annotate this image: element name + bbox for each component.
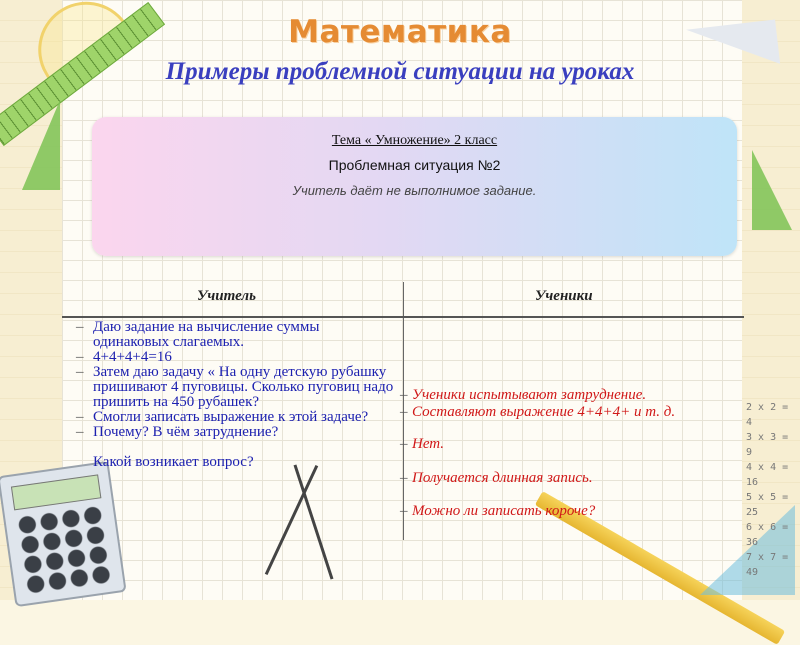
list-item bbox=[76, 365, 396, 410]
times-table-row: 3 x 3 = 9 bbox=[746, 432, 789, 458]
dash-bullet-icon: – bbox=[400, 404, 408, 420]
students-column-header: Ученики bbox=[535, 288, 593, 304]
teacher-column bbox=[76, 320, 396, 470]
dash-bullet-icon: – bbox=[76, 409, 84, 425]
dash-bullet-icon: – bbox=[76, 349, 84, 365]
teacher-item-text: Затем даю задачу « На одну детскую рубашку пришивают 4 пуговицы. Сколько пуговиц надо пришить на 450 рубашек? bbox=[93, 364, 394, 410]
times-table-row: 5 x 5 = 25 bbox=[746, 492, 789, 518]
dash-bullet-icon: – bbox=[400, 387, 408, 403]
times-table-row: 7 x 7 = 49 bbox=[746, 552, 789, 578]
list-item bbox=[76, 350, 396, 365]
triangle-icon bbox=[22, 100, 60, 190]
teacher-task: Учитель даёт не выполнимое задание. bbox=[292, 183, 537, 198]
times-table-row: 4 x 4 = 16 bbox=[746, 462, 789, 488]
teacher-item-text: Смогли записать выражение к этой задаче? bbox=[93, 409, 369, 425]
student-item-text: Можно ли записать короче? bbox=[412, 503, 596, 519]
situation-heading: Проблемная ситуация №2 bbox=[328, 157, 501, 173]
student-item-text: Ученики испытывают затруднение. bbox=[412, 387, 647, 403]
list-item bbox=[400, 436, 445, 452]
dash-bullet-icon: – bbox=[76, 424, 84, 440]
dash-bullet-icon: – bbox=[76, 319, 84, 335]
teacher-column-header: Учитель bbox=[197, 288, 256, 304]
page-title: Математика bbox=[288, 14, 512, 50]
list-item bbox=[400, 387, 647, 403]
list-item bbox=[76, 455, 396, 470]
calculator-keys bbox=[15, 504, 111, 595]
student-item-text: Составляют выражение 4+4+4+ и т. д. bbox=[412, 404, 676, 420]
student-item-text: Нет. bbox=[412, 436, 445, 452]
student-item-text: Получается длинная запись. bbox=[412, 470, 593, 486]
lesson-topic: Тема « Умножение» 2 класс bbox=[331, 133, 498, 148]
table-header bbox=[62, 282, 742, 316]
times-table-row: 6 x 6 = 36 bbox=[746, 522, 789, 548]
teacher-item-text: Какой возникает вопрос? bbox=[93, 454, 254, 470]
list-item bbox=[400, 503, 596, 519]
list-item bbox=[400, 404, 676, 420]
times-table-row: 2 x 2 = 4 bbox=[746, 402, 789, 428]
dash-bullet-icon: – bbox=[76, 364, 84, 380]
dash-bullet-icon: – bbox=[400, 470, 408, 486]
teacher-item-text: Даю задание на вычисление суммы одинаковых слагаемых. bbox=[93, 319, 320, 350]
list-item bbox=[400, 470, 593, 486]
list-item bbox=[76, 320, 396, 350]
times-table-decor bbox=[746, 400, 800, 580]
calculator-icon bbox=[0, 461, 127, 607]
page-subtitle: Примеры проблемной ситуации на уроках bbox=[165, 58, 635, 85]
list-item bbox=[76, 425, 396, 440]
header-divider bbox=[62, 316, 744, 318]
dash-bullet-icon: – bbox=[400, 436, 408, 452]
teacher-item-text: 4+4+4+4=16 bbox=[93, 349, 172, 365]
topic-banner bbox=[92, 117, 737, 256]
teacher-item-text: Почему? В чём затруднение? bbox=[93, 424, 279, 440]
list-item bbox=[76, 410, 396, 425]
dash-bullet-icon: – bbox=[400, 503, 408, 519]
triangle-icon bbox=[752, 150, 792, 230]
